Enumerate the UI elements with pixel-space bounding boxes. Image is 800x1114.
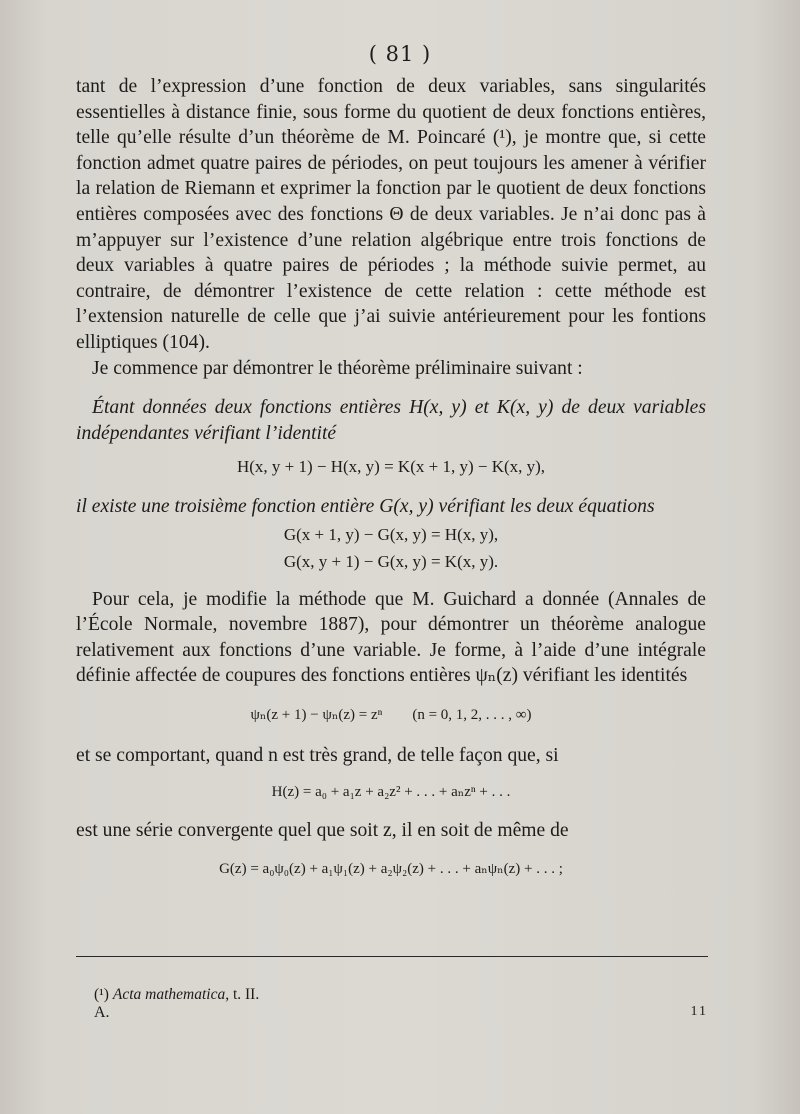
equation-g-x: G(x + 1, y) − G(x, y) = H(x, y), [283, 524, 499, 544]
paragraph-intro: tant de l’expression d’une fonction de deux variables, sans singularités essentielles à distance finie, sous forme du quotient de deux fonctions entières, telle qu’elle résulte d’un théorème de M. Poincaré (¹), je montre que, si cette fonction admet quatre paires de périodes, on peut toujours les amener à vérifier la relation de Riemann et exprimer la fonction par le quotient de deux fonctions entières composées avec des fonctions Θ de deux variables. Je n’ai donc pas à m’appuyer sur l’existence d’une relation algébrique entre trois fonctions de deux variables à quatre paires de périodes ; la méthode suivie permet, au contraire, de démontrer l’existence de cette relation : cette méthode est l’extension naturelle de celle que j’ai suivie antérieurement pour les fontions elliptiques (104). [76, 76, 706, 353]
paragraph-preliminary: Je commence par démontrer le théorème préliminaire suivant : [92, 357, 583, 379]
paragraph-convergent: est une série convergente quel que soit z, il en soit de même de [76, 819, 569, 841]
sheet-number: 11 [690, 1004, 708, 1019]
equation-g-y: G(x, y + 1) − G(x, y) = K(x, y). [283, 552, 499, 572]
paragraph-behaviour: et se comportant, quand n est très grand, de telle façon que, si [76, 744, 559, 766]
paragraph-guichard: Pour cela, je modifie la méthode que M. Guichard a donnée (Annales de l’École Normale, novembre 1887), pour démontrer un théorème analogue relativement aux fonctions d’une variable. Je forme, à l’aide d’une intégrale définie affectée de coupures des fonctions entières ψₙ(z) vérifiant les identités [76, 588, 706, 687]
page-body [76, 74, 706, 897]
footnote [94, 986, 259, 1004]
footnote-journal: Acta mathematica [112, 986, 226, 1003]
footnote-marker: (¹) [94, 986, 109, 1003]
equation-g-series: G(z) = a₀ψ₀(z) + a₁ψ₁(z) + a₂ψ₂(z) + . . . + aₙψₙ(z) + . . . ; [219, 861, 563, 878]
equation-identity: H(x, y + 1) − H(x, y) = K(x + 1, y) − K(x, y), [236, 457, 546, 477]
footnote-divider [76, 956, 708, 957]
equation-h-series: H(z) = a₀ + a₁z + a₂z² + . . . + aₙzⁿ + . . . [271, 784, 511, 801]
theorem-conclusion: il existe une troisième fonction entière G(x, y) vérifiant les deux équations [76, 495, 655, 517]
equation-psi: ψₙ(z + 1) − ψₙ(z) = zⁿ (n = 0, 1, 2, . . . , ∞) [250, 707, 532, 724]
theorem-statement: Étant données deux fonctions entières H(x, y) et K(x, y) de deux variables indépendantes vérifiant l’identité [76, 397, 706, 444]
page-number: ( 81 ) [368, 42, 432, 66]
footnote-rest: , t. II. [225, 986, 260, 1003]
signature-mark: A. [94, 1004, 110, 1021]
